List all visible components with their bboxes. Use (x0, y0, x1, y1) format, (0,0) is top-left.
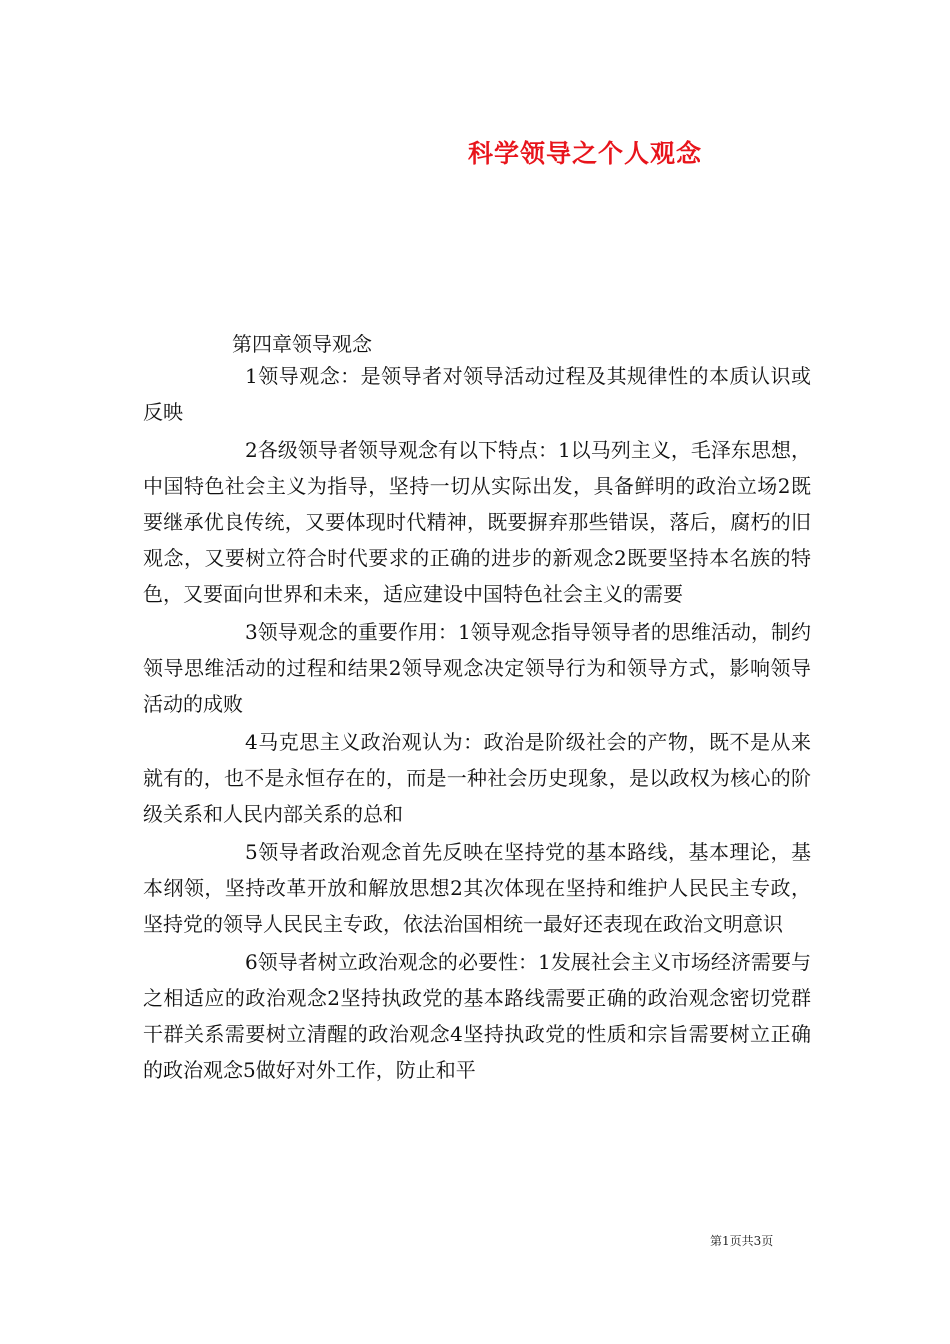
document-title: 科学领导之个人观念 (468, 139, 703, 168)
paragraph-1: 1领导观念：是领导者对领导活动过程及其规律性的本质认识或反映 (143, 364, 811, 424)
paragraph-3: 3领导观念的重要作用：1领导观念指导领导者的思维活动，制约领导思维活动的过程和结果2领导观念决定领导行为和领导方式，影响领导活动的成败 (143, 620, 811, 716)
document-body (143, 358, 811, 1090)
page-number: 第1页共3页 (710, 1234, 774, 1248)
paragraph-5: 5领导者政治观念首先反映在坚持党的基本路线，基本理论，基本纲领，坚持改革开放和解放思想2其次体现在坚持和维护人民民主专政，坚持党的领导人民民主专政，依法治国相统一最好还表现在政治文明意识 (143, 840, 811, 936)
paragraph-6: 6领导者树立政治观念的必要性：1发展社会主义市场经济需要与之相适应的政治观念2坚持执政党的基本路线需要正确的政治观念密切党群干群关系需要树立清醒的政治观念4坚持执政党的性质和宗旨需要树立正确的政治观念5做好对外工作，防止和平 (143, 950, 811, 1082)
chapter-heading: 第四章领导观念 (232, 332, 372, 356)
paragraph-4: 4马克思主义政治观认为：政治是阶级社会的产物，既不是从来就有的，也不是永恒存在的，而是一种社会历史现象，是以政权为核心的阶级关系和人民内部关系的总和 (143, 730, 811, 826)
paragraph-2: 2各级领导者领导观念有以下特点：1以马列主义，毛泽东思想，中国特色社会主义为指导，坚持一切从实际出发，具备鲜明的政治立场2既要继承优良传统，又要体现时代精神，既要摒弃那些错误，落后，腐朽的旧观念，又要树立符合时代要求的正确的进步的新观念2既要坚持本名族的特色，又要面向世界和未来，适应建设中国特色社会主义的需要 (143, 438, 811, 606)
